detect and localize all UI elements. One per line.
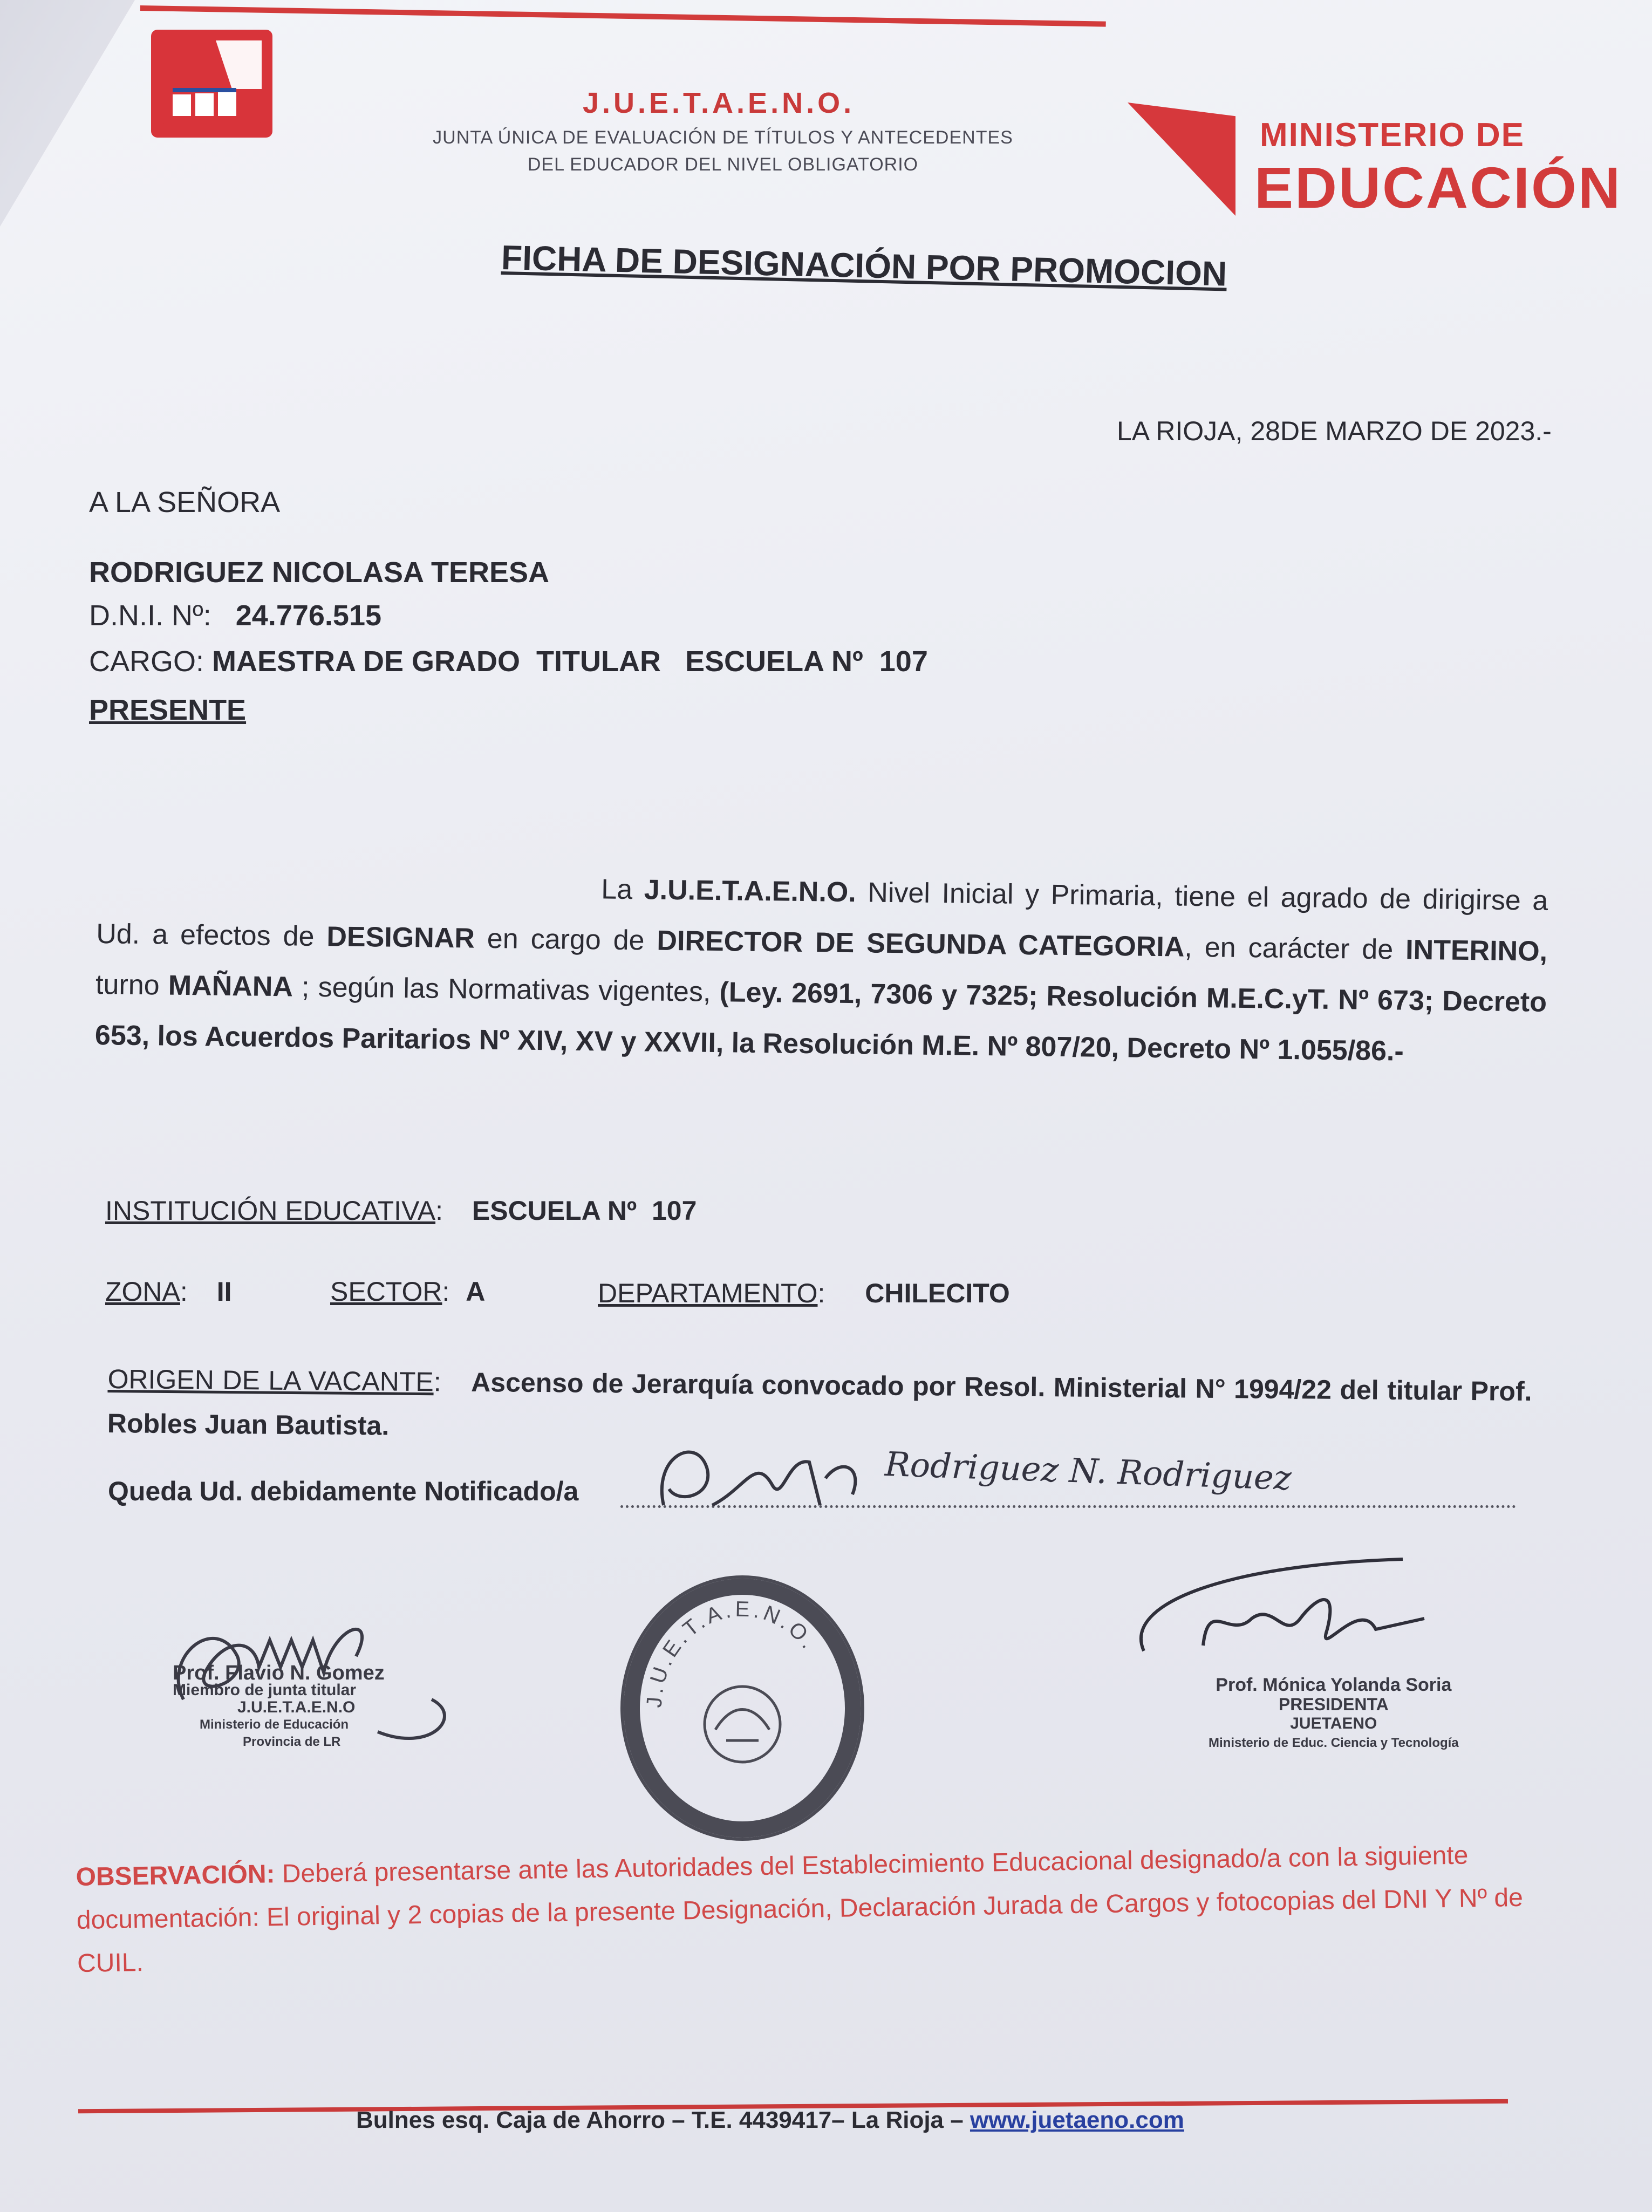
dni-label: D.N.I. Nº: — [89, 599, 211, 632]
right-signatory-ministry: Ministerio de Educ. Ciencia y Tecnología — [1209, 1736, 1459, 1750]
left-signatory-stamp — [173, 1664, 385, 1751]
svg-text:J.U.E.T.A.E.N.O. — [643, 1597, 822, 1709]
salutation: A LA SEÑORA — [89, 486, 281, 518]
folded-corner — [0, 0, 135, 227]
right-signatory-name: Prof. Mónica Yolanda Soria — [1216, 1675, 1452, 1695]
footer-address: Bulnes esq. Caja de Ahorro – T.E. 4439417– La Rioja – — [356, 2107, 970, 2133]
document-title: FICHA DE DESIGNACIÓN POR PROMOCION — [501, 237, 1227, 293]
header-acronym: J.U.E.T.A.E.N.O. — [583, 87, 855, 119]
departamento-line: DEPARTAMENTO: CHILECITO — [598, 1278, 1010, 1308]
institucion-label: INSTITUCIÓN EDUCATIVA — [105, 1196, 436, 1226]
left-signatory-province: Provincia de LR — [243, 1735, 341, 1749]
cargo-value: MAESTRA DE GRADO TITULAR ESCUELA Nº 107 — [212, 645, 928, 678]
sector-value: A — [466, 1276, 486, 1307]
body-designar: DESIGNAR — [326, 921, 475, 954]
ministry-name-line2: EDUCACIÓN — [1254, 155, 1622, 220]
header-subtitle-line1: JUNTA ÚNICA DE EVALUACIÓN DE TÍTULOS Y ANTECEDENTES — [433, 127, 1013, 148]
departamento-label: DEPARTAMENTO — [598, 1278, 818, 1308]
origen-value: Ascenso de Jerarquía convocado por Resol. Ministerial N° 1994/22 del titular Prof. Robles Juan Bautista. — [107, 1367, 1532, 1441]
ministry-name-line1: MINISTERIO DE — [1260, 117, 1525, 154]
dni-value: 24.776.515 — [235, 599, 382, 632]
right-signatory-stamp — [1209, 1675, 1459, 1753]
body-text-1: La — [601, 873, 645, 906]
sector-label: SECTOR — [330, 1276, 442, 1307]
seal-text: J.U.E.T.A.E.N.O. — [642, 1597, 822, 1709]
body-text-4: , en carácter de — [1184, 931, 1406, 966]
juetaeno-logo — [151, 30, 272, 138]
footer-contact — [356, 2107, 1184, 2134]
zona-label: ZONA — [105, 1276, 180, 1307]
sector-line: SECTOR: A — [330, 1276, 486, 1307]
designation-paragraph — [94, 858, 1548, 1078]
body-text-2: Nivel Inicial y Primaria, tiene el agrado de dirigirse a Ud. a efectos de — [95, 877, 1548, 953]
right-signatory-org: JUETAENO — [1290, 1715, 1377, 1732]
cargo-line — [89, 645, 928, 678]
zona-value: II — [216, 1276, 232, 1307]
left-signatory-name: Prof. Flavio N. Gomez — [173, 1662, 385, 1684]
body-juetaeno: J.U.E.T.A.E.N.O. — [644, 874, 857, 909]
recipient-name: RODRIGUEZ NICOLASA TERESA — [89, 556, 550, 589]
footer-website-link[interactable]: www.juetaeno.com — [970, 2107, 1184, 2133]
observation-label: OBSERVACIÓN: — [76, 1860, 275, 1892]
header-top-rule — [140, 5, 1106, 27]
body-turno: MAÑANA — [168, 970, 293, 1003]
left-signatory-role: Miembro de junta titular — [173, 1681, 357, 1699]
origen-line: ORIGEN DE LA VACANTE: Ascenso de Jerarquía convocado por Resol. Ministerial N° 1994/22 del titular Prof. Robles Juan Bautista. — [107, 1363, 1532, 1441]
cargo-label: CARGO: — [89, 645, 204, 678]
notificado-signature: Rodriguez N. Rodriguez — [884, 1444, 1292, 1498]
body-normativas: (Ley. 2691, 7306 y 7325; Resolución M.E.C.yT. Nº 673; Decreto 653, los Acuerdos Paritarios Nº XIV, XV y XXVII, la Resolución M.E. Nº 807/20, Decreto Nº 1.055/86.- — [94, 977, 1547, 1067]
presente-label: PRESENTE — [89, 694, 247, 726]
document-date: LA RIOJA, 28DE MARZO DE 2023.- — [1117, 416, 1552, 446]
header-subtitle-line2: DEL EDUCADOR DEL NIVEL OBLIGATORIO — [527, 154, 919, 175]
right-signatory-role: PRESIDENTA — [1278, 1695, 1389, 1714]
dni-line — [89, 599, 381, 632]
handwritten-signature-scribble — [647, 1424, 874, 1532]
departamento-value: CHILECITO — [865, 1278, 1010, 1308]
body-text-5: turno — [95, 968, 169, 1001]
observation-text: Deberá presentarse ante las Autoridades del Establecimiento Educacional designado/a con la siguiente documentación: El original y 2 copias de la presente Designación, Declaración Jurada de Cargos y fotocopias del DNI Y Nº de CUIL. — [76, 1841, 1524, 1978]
juetaeno-logo-icon — [151, 30, 272, 138]
body-interino: INTERINO, — [1405, 934, 1548, 967]
left-signatory-org: J.U.E.T.A.E.N.O — [237, 1698, 356, 1716]
ministry-logo-mark — [1128, 103, 1235, 216]
origen-label: ORIGEN DE LA VACANTE — [107, 1363, 434, 1397]
body-text-3: en cargo de — [474, 923, 657, 957]
left-signatory-ministry: Ministerio de Educación — [200, 1717, 349, 1732]
institucion-value: ESCUELA Nº 107 — [472, 1196, 697, 1226]
seal-emblem-icon — [624, 1579, 861, 1838]
official-seal — [620, 1575, 864, 1841]
notificado-label: Queda Ud. debidamente Notificado/a — [108, 1476, 579, 1506]
observation-note — [76, 1833, 1534, 1985]
header-subtitle — [378, 124, 1068, 178]
zona-line: ZONA: II — [105, 1276, 232, 1307]
body-cargo: DIRECTOR DE SEGUNDA CATEGORIA — [657, 925, 1185, 963]
institucion-line: INSTITUCIÓN EDUCATIVA: ESCUELA Nº 107 — [105, 1196, 697, 1226]
body-text-6: ; según las Normativas vigentes, — [292, 971, 720, 1008]
